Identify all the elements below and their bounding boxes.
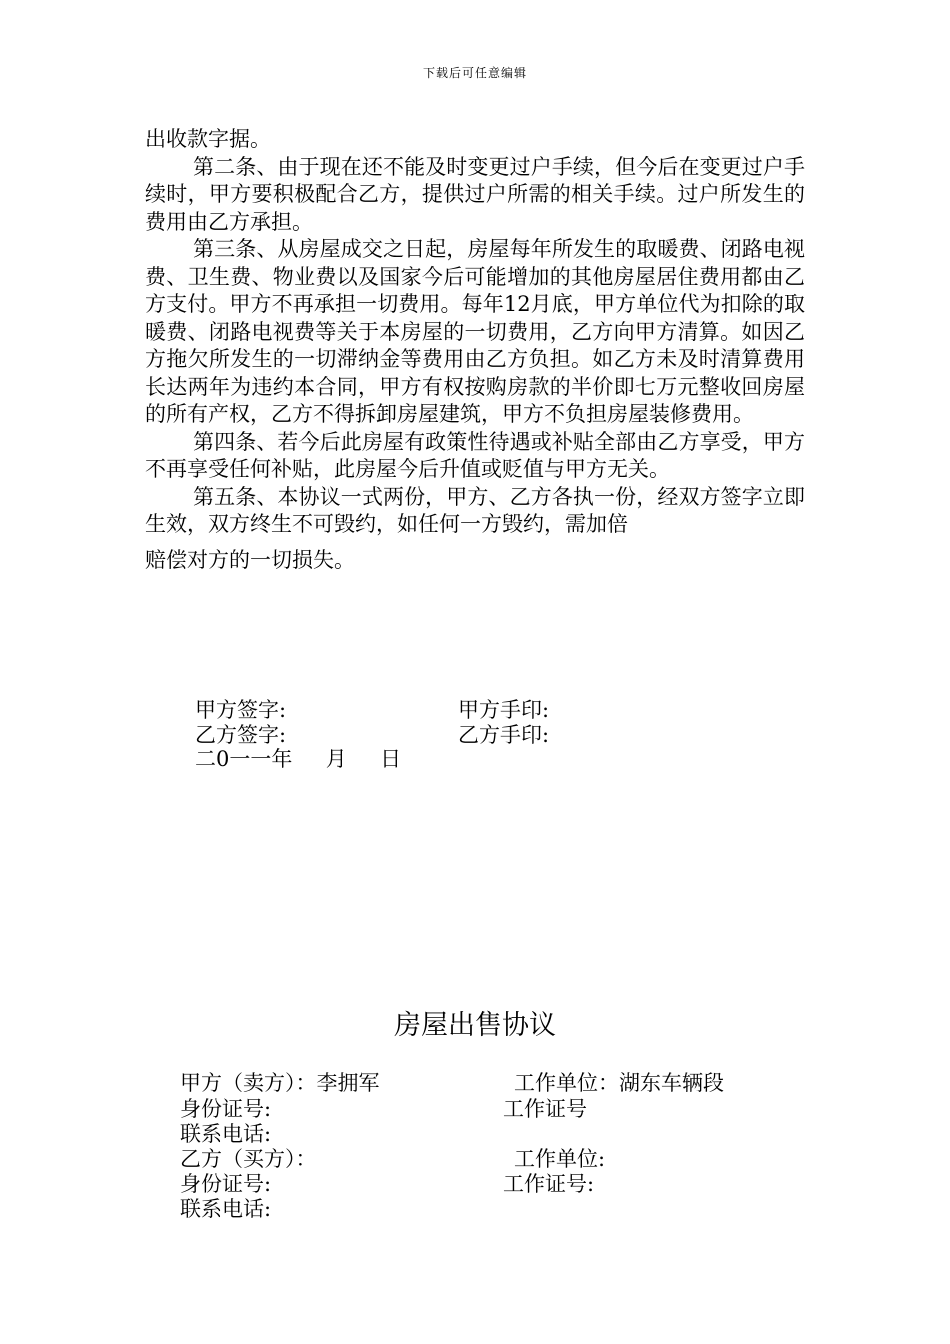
seller-phone: 联系电话: [180,1122,272,1146]
party-a-signature-label: 甲方签字: [195,698,287,722]
signature-date: 二0一一年 月 日 [195,747,402,771]
buyer-name: 乙方（买方）： [180,1147,317,1171]
seller-name: 甲方（卖方）：李拥军 [180,1071,380,1095]
party-a-seal-label: 甲方手印: [458,698,550,722]
party-b-seal-label: 乙方手印: [458,723,550,747]
buyer-work-unit: 工作单位: [514,1147,606,1171]
paragraph-continuation: 出收款字据。 [145,127,271,151]
buyer-id-number: 身份证号: [180,1172,272,1196]
buyer-work-id: 工作证号: [503,1172,595,1196]
clause-5: 第五条、本协议一式两份，甲方、乙方各执一份，经双方签字立即生效，双方终生不可毁约，如任何一方毁约，需加倍 [145,484,805,536]
seller-id-number: 身份证号: [180,1097,272,1121]
page-header: 下载后可任意编辑 [422,66,527,80]
contract-body [145,126,805,574]
buyer-phone: 联系电话: [180,1197,272,1221]
party-b-signature-label: 乙方签字: [195,723,287,747]
clause-5-end: 赔偿对方的一切损失。 [145,547,355,572]
document-title: 房屋出售协议 [394,1010,556,1041]
seller-work-unit: 工作单位：湖东车辆段 [514,1071,724,1095]
clause-3: 第三条、从房屋成交之日起，房屋每年所发生的取暖费、闭路电视费、卫生费、物业费以及国家今后可能增加的其他房屋居住费用都由乙方支付。甲方不再承担一切费用。每年12月底，甲方单位代为扣除的取暖费、闭路电视费等关于本房屋的一切费用，乙方向甲方清算。如因乙方拖欠所发生的一切滞纳金等费用由乙方负担。如乙方未及时清算费用长达两年为违约本合同，甲方有权按购房款的半价即七万元整收回房屋的所有产权，乙方不得拆卸房屋建筑，甲方不负担房屋装修费用。 [145,237,805,426]
seller-work-id: 工作证号 [503,1097,587,1121]
clause-4: 第四条、若今后此房屋有政策性待遇或补贴全部由乙方享受，甲方不再享受任何补贴，此房屋今后升值或贬值与甲方无关。 [145,429,805,481]
clause-2: 第二条、由于现在还不能及时变更过户手续，但今后在变更过户手续时，甲方要积极配合乙方，提供过户所需的相关手续。过户所发生的费用由乙方承担。 [145,154,805,234]
